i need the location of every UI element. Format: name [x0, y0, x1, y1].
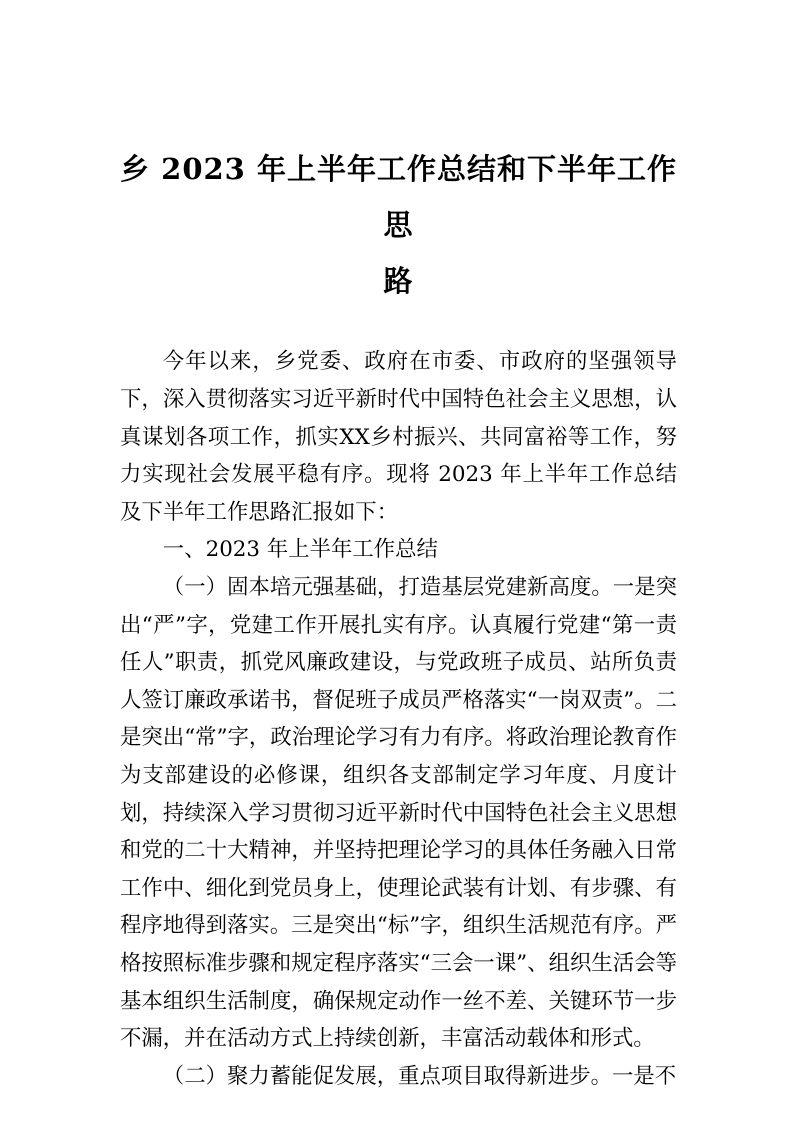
paragraph-subsection-2: （二）聚力蓄能促发展，重点项目取得新进步。一是不 [162, 1063, 677, 1089]
document-title-line-2: 路 [383, 264, 414, 299]
paragraph-subsection-1: （一）固本培元强基础，打造基层党建新高度。一是突出“严”字，党建工作开展扎实有序。认真履行党建“第一责任人”职责，抓党风廉政建设，与党政班子成员、站所负责人签订廉政承诺书，督促班子成员严格落实“一岗双责”。二是突出“常”字，政治理论学习有力有序。将政治理论教育作为支部建设的必修课，组织各支部制定学习年度、月度计划，持续深入学习贯彻习近平新时代中国特色社会主义思想和党的二十大精神，并坚持把理论学习的具体任务融入日常工作中、细化到党员身上，使理论武装有计划、有步骤、有程序地得到落实。三是突出“标”字，组织生活规范有序。严格按照标准步骤和规定程序落实“三会一课”、组织生活会等基本组织生活制度，确保规定动作一丝不差、关键环节一步不漏，并在活动方式上持续创新，丰富活动载体和形式。 [120, 574, 677, 1052]
document-body [120, 343, 677, 1095]
document-title [120, 141, 677, 309]
paragraph-intro: 今年以来，乡党委、政府在市委、市政府的坚强领导下，深入贯彻落实习近平新时代中国特色社会主义思想，认真谋划各项工作，抓实XX乡村振兴、共同富裕等工作，努力实现社会发展平稳有序。现将 2023 年上半年工作总结及下半年工作思路汇报如下： [120, 349, 677, 525]
paragraph-section-heading-1: 一、2023 年上半年工作总结 [162, 537, 438, 563]
document-title-line-1: 乡 2023 年上半年工作总结和下半年工作思 [120, 152, 677, 243]
